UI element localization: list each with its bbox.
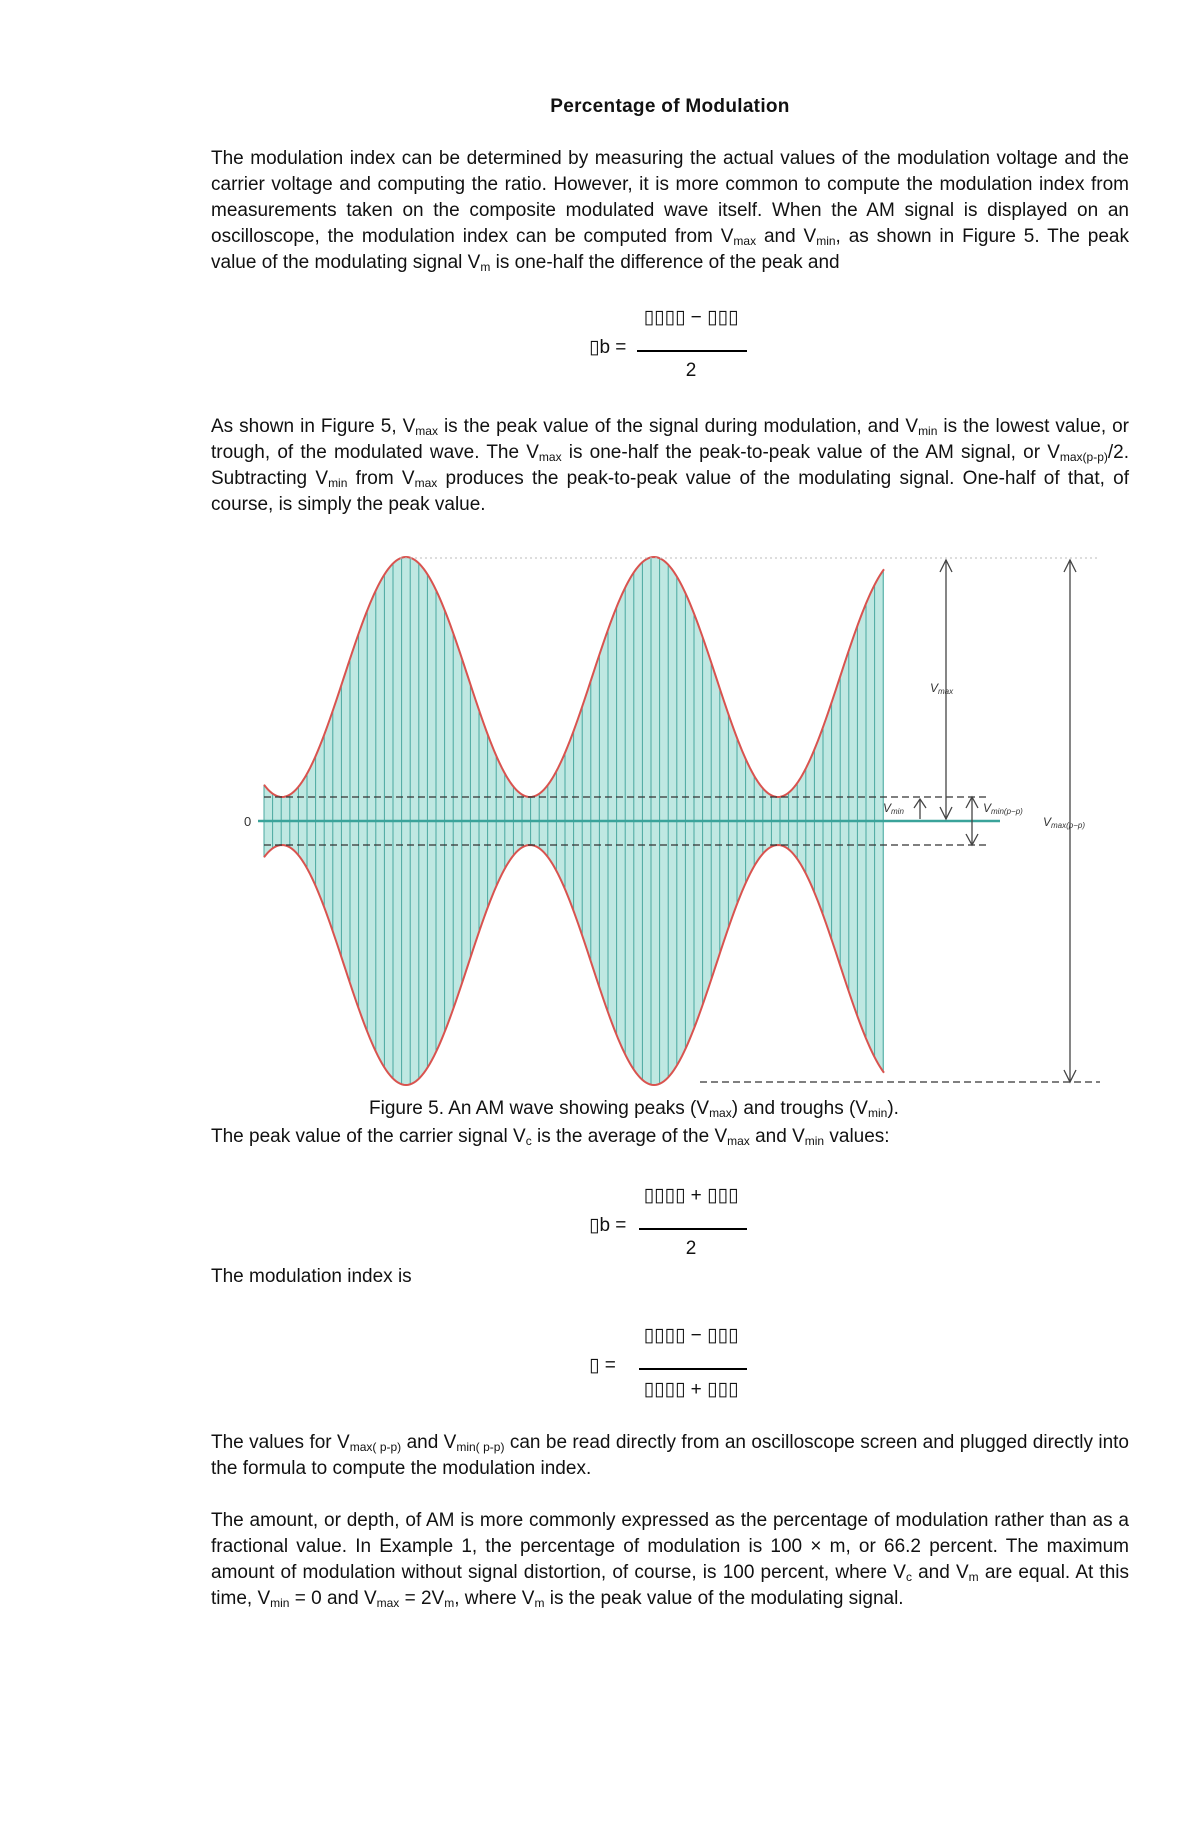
paragraph-vmax-vmin: As shown in Figure 5, $V_{max}$ is the peak value of the signal during modulation, and $V_{min}$ is the lowest value, or trough, of the modulated wave. The $V_{max}$ is one-half the peak-to-peak value of the AM signal, or $V_{max(p-p)}/2$. Subtracting $V_{min}$ from $V_{max}$ produces the peak-to-peak value of the modulating signal. One-half of that, of course, is simply the peak value. [211,416,1130,515]
equation-lhs: ▯b = [589,337,627,358]
equation-lhs: ▯b = [589,1215,627,1236]
figure-caption: Figure 5. An AM wave showing peaks $(V_{max})$ and troughs $(V_{min})$. [369,1098,899,1120]
vmax-label: Vmax [930,681,954,696]
equation-lhs: ▯ = [589,1355,616,1376]
paragraph-percentage: The amount, or depth, of AM is more commonly expressed as the percentage of modulation rather than as a fractional value. In Example 1, the percentage of modulation is 100 × m, or 66.2 percent. The maximum amount of modulation without signal distortion, of course, is 100 percent, where $V_c$ and $V_m$ are equal. At this time, $V_{min} = 0$ and $V_{max} = 2V_m$, where $V_m$ is the peak value of the modulating signal. [211,1510,1129,1610]
equation-numerator: ▯▯▯▯ + ▯▯▯ [643,1185,739,1206]
vmaxpp-label: Vmax(p−p) [1043,815,1086,830]
fraction-bar [639,1368,747,1370]
paragraph-modulation-index: The modulation index is [211,1266,412,1287]
paragraph-oscilloscope: The values for $V_{max( p-p)}$ and $V_{min( p-p)}$ can be read directly from an oscilloscope screen and plugged directly into the formula to compute the modulation index. [211,1432,1130,1479]
equation-numerator: ▯▯▯▯ − ▯▯▯ [643,1325,739,1346]
vmin-label: Vmin [883,801,904,816]
paragraph-intro: The modulation index can be determined by measuring the actual values of the modulation voltage and the carrier voltage and computing the ratio. However, it is more common to compute the modulation index from measurements taken on the composite modulated wave itself. When the AM signal is displayed on an oscilloscope, the modulation index can be computed from $V_{max}$ and $V_{min}$, as shown in Figure 5. The peak value of the modulating signal $V_m$ is one-half the difference of the peak and [211,148,1129,274]
paragraph-carrier: The peak value of the carrier signal $V_c$ is the average of the $V_{max}$ and $V_{min}$ values: [211,1126,890,1148]
vminpp-label: Vmin(p−p) [983,801,1023,816]
equation-denominator: 2 [685,1238,697,1259]
fraction-bar [639,1228,747,1230]
page-title: Percentage of Modulation [550,96,790,117]
equation-denominator: ▯▯▯▯ + ▯▯▯ [643,1379,739,1400]
equation-numerator: ▯▯▯▯ − ▯▯▯ [643,307,739,328]
equation-denominator: 2 [685,360,697,381]
zero-label: 0 [244,814,252,829]
